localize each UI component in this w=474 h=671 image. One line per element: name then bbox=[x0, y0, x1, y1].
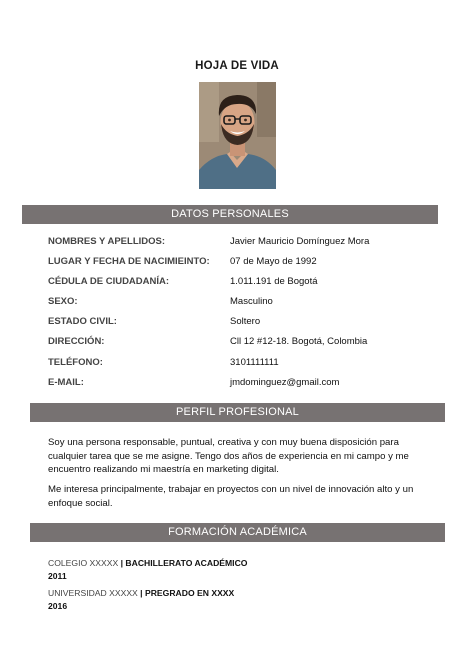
personal-row bbox=[48, 336, 448, 350]
education-institution: COLEGIO XXXXX bbox=[48, 558, 119, 568]
profile-photo bbox=[199, 82, 276, 189]
field-label: E-MAIL: bbox=[48, 377, 84, 388]
personal-row bbox=[48, 357, 448, 371]
education-entry bbox=[48, 587, 234, 612]
personal-row bbox=[48, 316, 448, 330]
education-degree: BACHILLERATO ACADÉMICO bbox=[125, 558, 248, 568]
profile-paragraph: Me interesa principalmente, trabajar en proyectos con un nivel de innovación alto y un enfoque social. bbox=[48, 484, 414, 509]
section-header-personal: DATOS PERSONALES bbox=[22, 205, 438, 224]
field-value: 07 de Mayo de 1992 bbox=[230, 256, 317, 267]
education-year: 2011 bbox=[48, 570, 67, 581]
section-header-education: FORMACIÓN ACADÉMICA bbox=[30, 523, 445, 542]
education-institution: UNIVERSIDAD XXXXX bbox=[48, 588, 138, 598]
personal-row bbox=[48, 256, 448, 270]
field-label: CÉDULA DE CIUDADANÍA: bbox=[48, 276, 170, 287]
section-header-profile: PERFIL PROFESIONAL bbox=[30, 403, 445, 422]
field-value: Masculino bbox=[230, 296, 273, 307]
field-value: 3101111111 bbox=[230, 357, 279, 368]
education-degree: PREGRADO EN XXXX bbox=[144, 588, 235, 598]
field-value: Javier Mauricio Domínguez Mora bbox=[230, 236, 370, 247]
personal-row bbox=[48, 377, 448, 391]
field-value: 1.011.191 de Bogotá bbox=[230, 276, 318, 287]
field-label: TELÉFONO: bbox=[48, 357, 103, 368]
field-label: SEXO: bbox=[48, 296, 78, 307]
field-value: Cll 12 #12-18. Bogotá, Colombia bbox=[230, 336, 368, 347]
personal-row bbox=[48, 276, 448, 290]
profile-paragraph: Soy una persona responsable, puntual, creativa y con muy buena disposición para cualquier tarea que se me asigne. Tengo dos años de experiencia en mi campo y me encuentro realizando mi maestría en marketing digital. bbox=[48, 437, 409, 476]
field-label: LUGAR Y FECHA DE NACIMIEINTO: bbox=[48, 256, 210, 267]
field-label: NOMBRES Y APELLIDOS: bbox=[48, 236, 166, 247]
personal-row bbox=[48, 296, 448, 310]
profile-photo-illustration bbox=[199, 82, 276, 189]
email-value: jmdominguez@gmail.com bbox=[230, 377, 340, 388]
page-title: HOJA DE VIDA bbox=[195, 60, 279, 72]
education-year: 2016 bbox=[48, 600, 68, 611]
personal-row bbox=[48, 236, 448, 250]
education-separator: | bbox=[137, 588, 145, 598]
field-value: Soltero bbox=[230, 316, 261, 327]
education-separator: | bbox=[118, 558, 126, 568]
education-entry bbox=[48, 557, 247, 582]
field-label: ESTADO CIVIL: bbox=[48, 316, 117, 327]
field-label: DIRECCIÓN: bbox=[48, 336, 105, 347]
